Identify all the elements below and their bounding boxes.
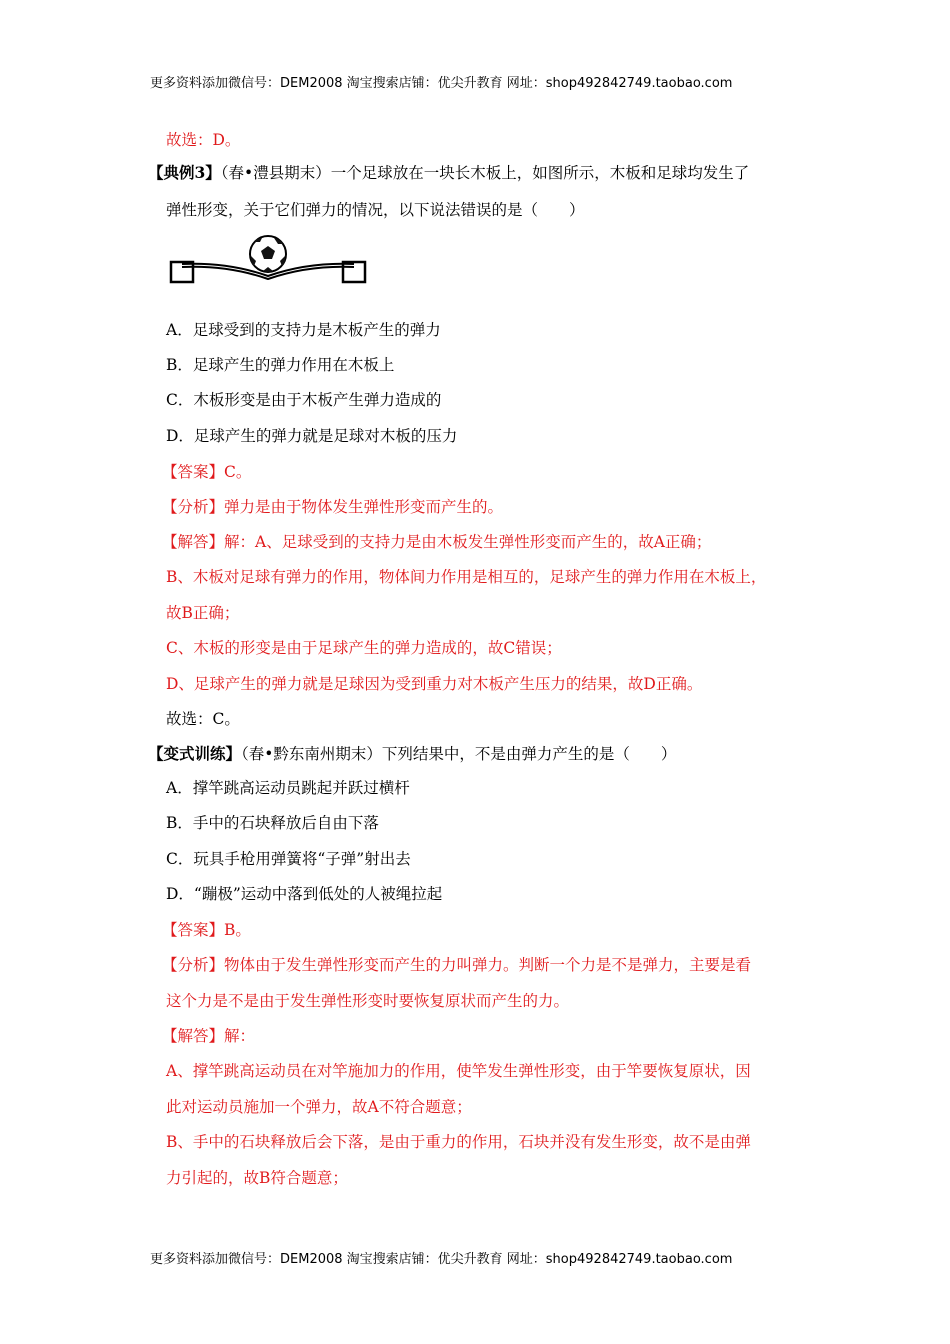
variant-option-d: D．“蹦极”运动中落到低处的人被绳拉起 <box>166 885 443 903</box>
variant-stem <box>148 744 676 764</box>
soccer-ball-icon <box>250 236 286 272</box>
example3-solution-line1: 【解答】解：A、足球受到的支持力是由木板发生弹性形变而产生的，故A正确； <box>162 533 712 551</box>
example3-stem-line2: 弹性形变，关于它们弹力的情况，以下说法错误的是（ ） <box>166 201 585 219</box>
page-footer: 更多资料添加微信号：DEM2008 淘宝搜索店铺：优尖升教育 网址：shop492842749.taobao.com <box>150 1252 733 1267</box>
example3-option-d: D．足球产生的弹力就是足球对木板的压力 <box>166 427 458 445</box>
example3-choose: 故选：C。 <box>166 710 240 728</box>
prev-choose: 故选：D。 <box>166 131 241 149</box>
left-block <box>171 262 193 282</box>
variant-option-c: C．玩具手枪用弹簧将“子弹”射出去 <box>166 850 411 868</box>
variant-answer: 【答案】B。 <box>162 921 251 939</box>
example3-option-c: C．木板形变是由于木板产生弹力造成的 <box>166 391 442 409</box>
example3-solution-line2: B、木板对足球有弹力的作用，物体间力作用是相互的，足球产生的弹力作用在木板上， <box>166 568 767 586</box>
page-header: 更多资料添加微信号：DEM2008 淘宝搜索店铺：优尖升教育 网址：shop492842749.taobao.com <box>150 76 733 91</box>
variant-solution-line1: A、撑竿跳高运动员在对竿施加力的作用，使竿发生弹性形变，由于竿要恢复原状，因 <box>166 1062 751 1080</box>
variant-solution-line3: B、手中的石块释放后会下落，是由于重力的作用，石块并没有发生形变，故不是由弹 <box>166 1133 751 1151</box>
variant-solution-head: 【解答】解： <box>162 1027 256 1045</box>
variant-tag: 【变式训练】 <box>148 744 242 763</box>
board-and-ball-figure <box>168 232 368 288</box>
right-block <box>343 262 365 282</box>
example3-option-a: A．足球受到的支持力是木板产生的弹力 <box>166 321 441 339</box>
variant-option-b: B．手中的石块释放后自由下落 <box>166 814 379 832</box>
variant-solution-line4: 力引起的，故B符合题意； <box>166 1169 348 1187</box>
variant-stem-text: （春•黔东南州期末）下列结果中，不是由弹力产生的是（ ） <box>241 745 677 763</box>
example3-tag: 【典例3】 <box>148 163 221 182</box>
example3-stem1: （春•澧县期末）一个足球放在一块长木板上，如图所示，木板和足球均发生了 <box>220 164 750 182</box>
example3-answer: 【答案】C。 <box>162 463 252 481</box>
variant-analysis-line2: 这个力是不是由于发生弹性形变时要恢复原状而产生的力。 <box>166 992 570 1010</box>
variant-option-a: A．撑竿跳高运动员跳起并跃过横杆 <box>166 779 410 797</box>
example3-solution-line4: C、木板的形变是由于足球产生的弹力造成的，故C错误； <box>166 639 562 657</box>
variant-solution-line2: 此对运动员施加一个弹力，故A不符合题意； <box>166 1098 472 1116</box>
example3-stem-line1 <box>148 163 749 183</box>
variant-analysis-line1: 【分析】物体由于发生弹性形变而产生的力叫弹力。判断一个力是不是弹力，主要是看 <box>162 956 752 974</box>
example3-solution-line5: D、足球产生的弹力就是足球因为受到重力对木板产生压力的结果，故D正确。 <box>166 675 703 693</box>
example3-solution-line3: 故B正确； <box>166 604 240 622</box>
example3-analysis: 【分析】弹力是由于物体发生弹性形变而产生的。 <box>162 498 504 516</box>
example3-option-b: B．足球产生的弹力作用在木板上 <box>166 356 395 374</box>
